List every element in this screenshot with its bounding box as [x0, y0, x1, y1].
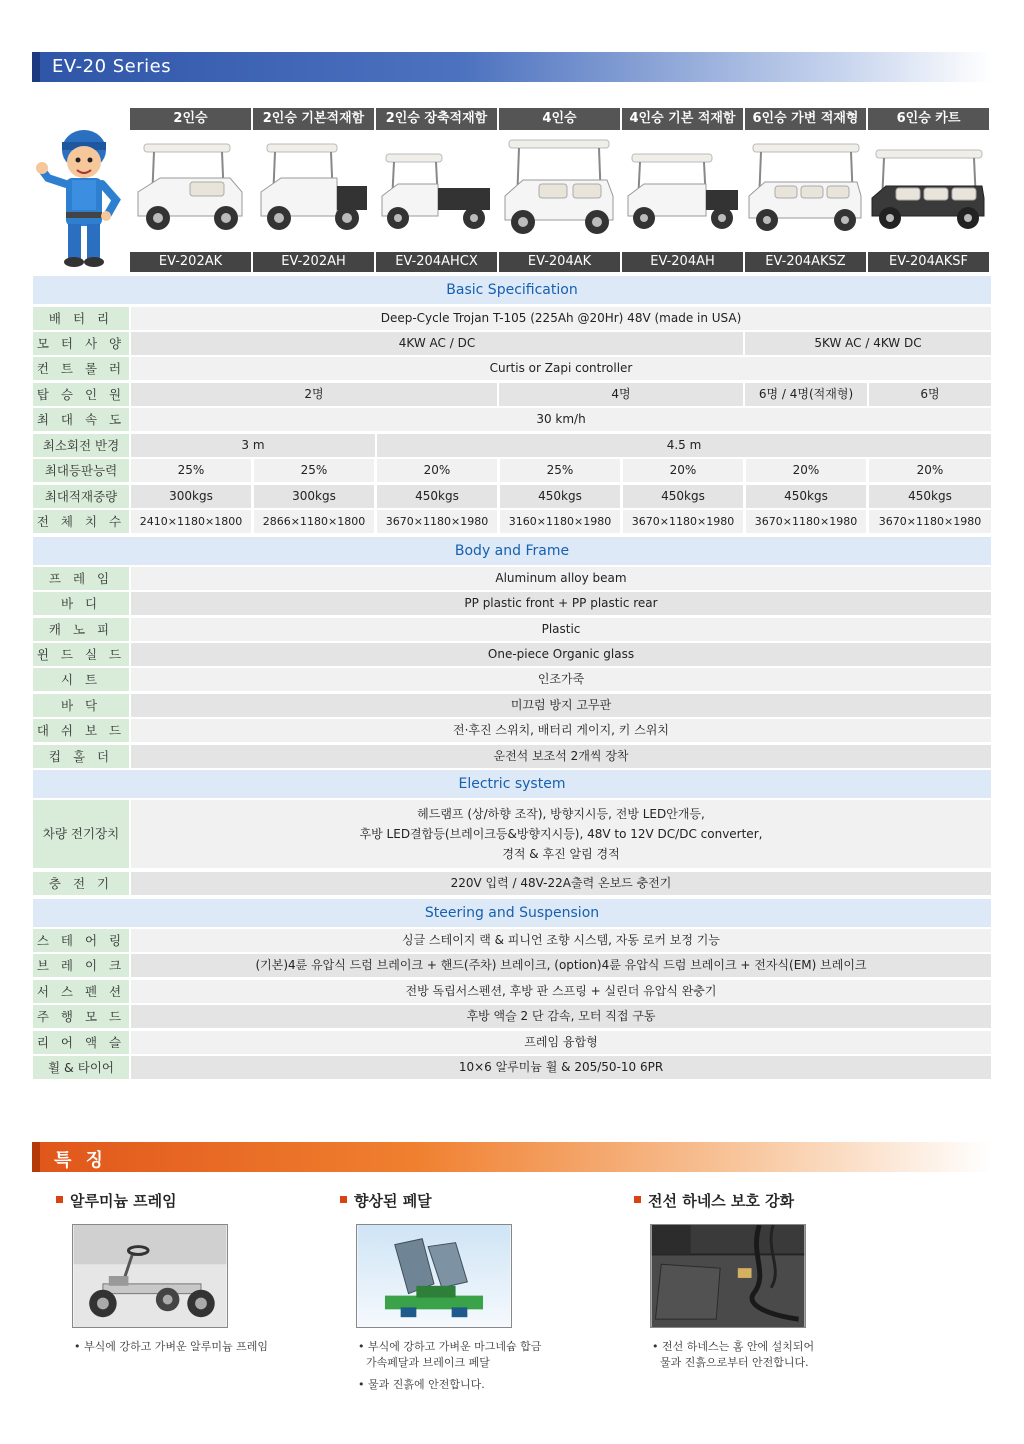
model-column — [622, 108, 743, 272]
cart-image — [622, 130, 743, 252]
spec-value — [131, 800, 991, 868]
cart-image — [253, 130, 374, 252]
spec-value: 3670×1180×1980 — [869, 510, 991, 533]
model-code: EV-204AK — [499, 252, 620, 272]
model-code: EV-204AHCX — [376, 252, 497, 272]
model-code: EV-204AH — [622, 252, 743, 272]
spec-value: 4.5 m — [377, 434, 991, 457]
spec-label: 전 체 치 수 — [33, 510, 129, 533]
model-code: EV-204AKSF — [868, 252, 989, 272]
spec-row-battery — [33, 307, 991, 330]
spec-row-cupholder — [33, 745, 991, 768]
spec-row-speed — [33, 408, 991, 431]
model-name: 4인승 — [499, 108, 620, 130]
spec-value: Plastic — [131, 618, 991, 641]
features-header — [32, 1142, 992, 1172]
spec-row-dimensions — [33, 510, 991, 533]
spec-value: 3 m — [131, 434, 375, 457]
spec-value: Curtis or Zapi controller — [131, 357, 991, 380]
spec-value: 2명 — [131, 383, 497, 406]
spec-row-floor — [33, 694, 991, 717]
model-table — [130, 108, 992, 272]
spec-value: 전방 독립서스펜션, 후방 판 스프링 + 실린더 유압식 완충기 — [131, 980, 991, 1003]
spec-value: Deep-Cycle Trojan T-105 (225Ah @20Hr) 48V (made in USA) — [131, 307, 991, 330]
spec-row-seat — [33, 668, 991, 691]
spec-label: 브 레 이 크 — [33, 954, 129, 977]
feature-desc: • 전선 하네스는 홈 안에 설치되어 — [652, 1340, 815, 1353]
spec-value: 싱글 스테이지 랙 & 피니언 조향 시스템, 자동 로커 보정 기능 — [131, 929, 991, 952]
spec-value: One-piece Organic glass — [131, 643, 991, 666]
spec-value: 3670×1180×1980 — [746, 510, 866, 533]
spec-value: 4KW AC / DC — [131, 332, 743, 355]
spec-value: 3670×1180×1980 — [623, 510, 743, 533]
spec-value: 220V 입력 / 48V-22A출력 온보드 충전기 — [131, 872, 991, 895]
spec-label: 차량 전기장치 — [33, 800, 129, 868]
spec-value: 450kgs — [500, 485, 620, 508]
section-title-steering: Steering and Suspension — [33, 899, 991, 927]
feature-desc: • 부식에 강하고 가벼운 마그네슘 합금 — [358, 1340, 542, 1353]
feature-desc: 물과 진흙으로부터 안전합니다. — [660, 1356, 809, 1369]
model-column — [499, 108, 620, 272]
cart-image — [868, 130, 989, 252]
spec-row-drive-mode — [33, 1005, 991, 1028]
spec-row-controller — [33, 357, 991, 380]
spec-value: 20% — [869, 459, 991, 482]
spec-row-grade — [33, 459, 991, 482]
spec-value: 450kgs — [746, 485, 866, 508]
spec-row-steering — [33, 929, 991, 952]
spec-row-brake — [33, 954, 991, 977]
spec-value: 30 km/h — [131, 408, 991, 431]
spec-label: 바 닥 — [33, 694, 129, 717]
spec-label: 바 디 — [33, 592, 129, 615]
wire-harness-image — [650, 1224, 806, 1328]
spec-label: 최대적재중량 — [33, 485, 129, 508]
spec-value: 전·후진 스위치, 배터리 게이지, 키 스위치 — [131, 719, 991, 742]
spec-row-suspension — [33, 980, 991, 1003]
cart-image — [130, 130, 251, 252]
model-code: EV-204AKSZ — [745, 252, 866, 272]
spec-value: 2410×1180×1800 — [131, 510, 251, 533]
spec-value: 20% — [377, 459, 497, 482]
spec-value: 4명 — [499, 383, 743, 406]
spec-row-turning — [33, 434, 991, 457]
spec-row-wheel-tire — [33, 1056, 991, 1079]
cart-image — [499, 130, 620, 252]
feature-desc: • 부식에 강하고 가벼운 알루미늄 프레임 — [74, 1340, 268, 1353]
spec-label: 모 터 사 양 — [33, 332, 129, 355]
spec-row-canopy — [33, 618, 991, 641]
spec-label: 컨 트 롤 러 — [33, 357, 129, 380]
spec-value: 6명 — [869, 383, 991, 406]
spec-value: 450kgs — [869, 485, 991, 508]
model-name: 6인승 카트 — [868, 108, 989, 130]
spec-value: 300kgs — [254, 485, 374, 508]
spec-value: 2866×1180×1800 — [254, 510, 374, 533]
model-code: EV-202AH — [253, 252, 374, 272]
spec-value: 25% — [131, 459, 251, 482]
model-column — [868, 108, 989, 272]
spec-label: 최소회전 반경 — [33, 434, 129, 457]
spec-row-body — [33, 592, 991, 615]
spec-label: 대 쉬 보 드 — [33, 719, 129, 742]
model-name: 2인승 — [130, 108, 251, 130]
spec-label: 탑 승 인 원 — [33, 383, 129, 406]
spec-label: 캐 노 피 — [33, 618, 129, 641]
model-code: EV-202AK — [130, 252, 251, 272]
spec-row-windshield — [33, 643, 991, 666]
spec-row-load — [33, 485, 991, 508]
spec-label: 배 터 리 — [33, 307, 129, 330]
spec-value: PP plastic front + PP plastic rear — [131, 592, 991, 615]
feature-desc: 가속페달과 브레이크 페달 — [366, 1356, 490, 1369]
spec-row-charger — [33, 872, 991, 895]
spec-value: 6명 / 4명(적재형) — [745, 383, 867, 406]
spec-value: 미끄럼 방지 고무판 — [131, 694, 991, 717]
spec-label: 최 대 속 도 — [33, 408, 129, 431]
model-name: 2인승 기본적재함 — [253, 108, 374, 130]
spec-label: 리 어 액 슬 — [33, 1031, 129, 1054]
cart-image — [745, 130, 866, 252]
bullet-square-icon — [56, 1196, 63, 1203]
aluminum-frame-image — [72, 1224, 228, 1328]
spec-value: 20% — [746, 459, 866, 482]
spec-label: 주 행 모 드 — [33, 1005, 129, 1028]
spec-label: 시 트 — [33, 668, 129, 691]
spec-value: 300kgs — [131, 485, 251, 508]
spec-value: 5KW AC / 4KW DC — [745, 332, 991, 355]
spec-value: 450kgs — [377, 485, 497, 508]
spec-label: 프 레 임 — [33, 567, 129, 590]
spec-value: 10×6 알루미늄 휠 & 205/50-10 6PR — [131, 1056, 991, 1079]
spec-value: 25% — [500, 459, 620, 482]
spec-label: 서 스 펜 션 — [33, 980, 129, 1003]
spec-row-rear-axle — [33, 1031, 991, 1054]
spec-value: Aluminum alloy beam — [131, 567, 991, 590]
spec-row-vehicle-electric — [33, 800, 991, 868]
spec-row-seats — [33, 383, 991, 406]
pedal-image — [356, 1224, 512, 1328]
spec-label: 충 전 기 — [33, 872, 129, 895]
model-column — [376, 108, 497, 272]
spec-value: 25% — [254, 459, 374, 482]
cart-image — [376, 130, 497, 252]
spec-label: 컵 홀 더 — [33, 745, 129, 768]
model-column — [253, 108, 374, 272]
spec-value: 20% — [623, 459, 743, 482]
spec-value: 3670×1180×1980 — [377, 510, 497, 533]
spec-value: 프레임 융합형 — [131, 1031, 991, 1054]
spec-row-motor — [33, 332, 991, 355]
series-header — [32, 52, 992, 82]
bullet-square-icon — [340, 1196, 347, 1203]
spec-value: 운전석 보조석 2개씩 장착 — [131, 745, 991, 768]
spec-value-line: 후방 LED결합등(브레이크등&방향지시등), 48V to 12V DC/DC converter, — [359, 827, 763, 841]
model-name: 4인승 기본 적재함 — [622, 108, 743, 130]
section-title-body: Body and Frame — [33, 537, 991, 565]
section-title-electric: Electric system — [33, 770, 991, 798]
spec-label: 윈 드 실 드 — [33, 643, 129, 666]
model-column — [745, 108, 866, 272]
feature-desc: • 물과 진흙에 안전합니다. — [358, 1378, 485, 1391]
spec-value-line: 경적 & 후진 알림 경적 — [502, 847, 620, 861]
mascot-illustration — [34, 120, 128, 270]
spec-row-frame — [33, 567, 991, 590]
spec-value: 450kgs — [623, 485, 743, 508]
spec-label: 휠 & 타이어 — [33, 1056, 129, 1079]
features-title: 특 징 — [54, 1150, 108, 1171]
spec-value: 인조가죽 — [131, 668, 991, 691]
spec-value: 후방 액슬 2 단 감속, 모터 직접 구동 — [131, 1005, 991, 1028]
series-title: EV-20 Series — [52, 56, 172, 77]
bullet-square-icon — [634, 1196, 641, 1203]
model-column — [130, 108, 251, 272]
spec-label: 최대등판능력 — [33, 459, 129, 482]
model-name: 6인승 가변 적재형 — [745, 108, 866, 130]
spec-label: 스 테 어 링 — [33, 929, 129, 952]
spec-value-line: 헤드램프 (상/하향 조작), 방향지시등, 전방 LED안개등, — [417, 807, 705, 821]
spec-value: (기본)4륜 유압식 드럼 브레이크 + 핸드(주차) 브레이크, (option)4륜 유압식 드럼 브레이크 + 전자식(EM) 브레이크 — [131, 954, 991, 977]
spec-value: 3160×1180×1980 — [500, 510, 620, 533]
spec-row-dashboard — [33, 719, 991, 742]
section-title-basic: Basic Specification — [33, 276, 991, 304]
model-name: 2인승 장축적재함 — [376, 108, 497, 130]
